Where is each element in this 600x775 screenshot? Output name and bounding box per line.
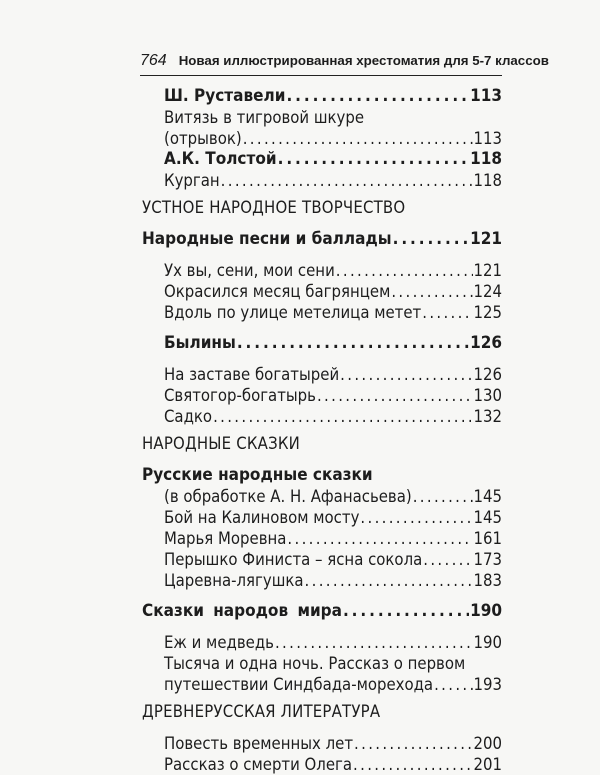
toc-entry-old-1[interactable]	[142, 733, 502, 754]
dot-leader	[393, 229, 469, 250]
toc-entry-page: 130	[473, 386, 502, 405]
toc-entry-song-3[interactable]	[142, 302, 502, 323]
toc-entry-page: 121	[470, 229, 502, 249]
toc-entry-title: Рассказ о смерти Олега	[164, 755, 353, 774]
toc-entry-tale-1[interactable]	[142, 507, 502, 528]
toc-entry-song-1[interactable]	[142, 260, 502, 281]
dot-leader	[422, 302, 472, 323]
toc-entry-bylina-3[interactable]	[142, 406, 502, 427]
toc-entry-bylina-1[interactable]	[142, 364, 502, 385]
toc-entry-page: 126	[470, 333, 502, 353]
page-header	[140, 52, 549, 70]
toc-entry-title: Марья Моревна	[164, 529, 287, 548]
dot-leader	[286, 86, 469, 107]
toc-entry-page: 145	[473, 508, 502, 527]
toc-entry-page: 190	[470, 601, 502, 621]
dot-leader	[343, 601, 469, 622]
toc-entry-page: 125	[473, 303, 502, 322]
toc-entry-page: 132	[473, 407, 502, 426]
dot-leader	[278, 149, 469, 170]
toc-entry-page: 190	[473, 633, 502, 652]
dot-leader	[275, 632, 473, 653]
dot-leader	[287, 528, 472, 549]
toc-entry-bylina-2[interactable]	[142, 385, 502, 406]
dot-leader	[434, 674, 472, 695]
dot-leader	[317, 385, 473, 406]
toc-entry-vityaz-line1[interactable]: Витязь в тигровой шкуре	[164, 108, 365, 127]
toc-entry-title: Повесть временных лет	[164, 734, 354, 753]
toc-entry-song-2[interactable]	[142, 281, 502, 302]
toc-entry-page: 113	[470, 86, 502, 106]
toc-entry-title: Ш. Руставели	[164, 86, 286, 106]
toc-entry-page: 183	[473, 571, 502, 590]
toc-entry-tale-3[interactable]	[142, 549, 502, 570]
dot-leader	[423, 549, 472, 570]
dot-leader	[391, 281, 472, 302]
toc-entry-page: 126	[473, 365, 502, 384]
toc-entry-page: 145	[473, 487, 502, 506]
header-rule	[140, 75, 502, 76]
toc-entry-tale-4[interactable]	[142, 570, 502, 591]
toc-entry-title: Народные песни и баллады	[142, 229, 392, 249]
dot-leader	[413, 486, 473, 507]
toc-entry-title: Сказки народов мира	[142, 601, 342, 621]
toc-entry-page: 121	[473, 261, 502, 280]
dot-leader	[221, 170, 473, 191]
section-heading-folk: УСТНОЕ НАРОДНОЕ ТВОРЧЕСТВО	[142, 198, 406, 217]
toc-entry-title: путешествии Синдбада-морехода	[164, 675, 434, 694]
toc-entry-page: 124	[473, 282, 502, 301]
page-number: 764	[140, 52, 167, 69]
toc-entry-songs[interactable]	[142, 229, 502, 250]
toc-entry-title: Бой на Калиновом мосту	[164, 508, 360, 527]
toc-entry-world-2[interactable]	[142, 674, 502, 695]
toc-entry-title: Святогор-богатырь	[164, 386, 316, 405]
toc-entry-page: 118	[470, 149, 502, 169]
toc-entry-page: 113	[473, 129, 502, 148]
toc-entry-page: 200	[473, 734, 502, 753]
toc-entry-russian-tales[interactable]: Русские народные сказки	[142, 465, 373, 485]
dot-leader	[213, 406, 472, 427]
table-of-contents	[142, 86, 502, 775]
toc-entry-kurgan[interactable]	[142, 170, 502, 191]
dot-leader	[354, 733, 472, 754]
toc-entry-page: 118	[473, 171, 502, 190]
toc-entry-tale-2[interactable]	[142, 528, 502, 549]
toc-entry-byliny[interactable]	[142, 333, 502, 354]
toc-entry-title: Курган	[164, 171, 220, 190]
dot-leader	[360, 507, 472, 528]
toc-entry-world-2-line1[interactable]: Тысяча и одна ночь. Рассказ о первом	[164, 654, 466, 673]
toc-entry-title: Царевна-лягушка	[164, 571, 304, 590]
toc-entry-page: 173	[473, 550, 502, 569]
running-title: Новая иллюстрированная хрестоматия для 5-7 классов	[178, 53, 549, 68]
toc-entry-title: Вдоль по улице метелица метет	[164, 303, 422, 322]
dot-leader	[237, 333, 469, 354]
toc-entry-tolstoy[interactable]	[142, 149, 502, 170]
toc-entry-title: Былины	[164, 333, 236, 353]
toc-entry-world-tales[interactable]	[142, 601, 502, 622]
dot-leader	[305, 570, 473, 591]
toc-entry-title: (отрывок)	[164, 129, 242, 148]
toc-entry-old-2[interactable]	[142, 754, 502, 775]
toc-entry-rustaveli[interactable]	[142, 86, 502, 107]
toc-entry-title: А.К. Толстой	[164, 149, 277, 169]
toc-entry-title: Еж и медведь	[164, 633, 274, 652]
toc-entry-title: Ух вы, сени, мои сени	[164, 261, 335, 280]
toc-entry-title: (в обработке А. Н. Афанасьева)	[164, 487, 412, 506]
section-heading-tales: НАРОДНЫЕ СКАЗКИ	[142, 434, 300, 453]
toc-entry-page: 201	[473, 755, 502, 774]
toc-entry-page: 193	[473, 675, 502, 694]
dot-leader	[353, 754, 472, 775]
dot-leader	[340, 364, 472, 385]
toc-entry-title: Перышко Финиста – ясна сокола	[164, 550, 423, 569]
toc-entry-page: 161	[473, 529, 502, 548]
toc-entry-afanasyev[interactable]	[142, 486, 502, 507]
toc-entry-title: На заставе богатырей	[164, 365, 340, 384]
toc-entry-world-1[interactable]	[142, 632, 502, 653]
dot-leader	[243, 128, 473, 149]
toc-entry-vityaz[interactable]	[142, 128, 502, 149]
toc-entry-title: Окрасился месяц багрянцем	[164, 282, 391, 301]
toc-entry-title: Садко	[164, 407, 213, 426]
section-heading-old-russian: ДРЕВНЕРУССКАЯ ЛИТЕРАТУРА	[142, 702, 381, 721]
dot-leader	[336, 260, 473, 281]
